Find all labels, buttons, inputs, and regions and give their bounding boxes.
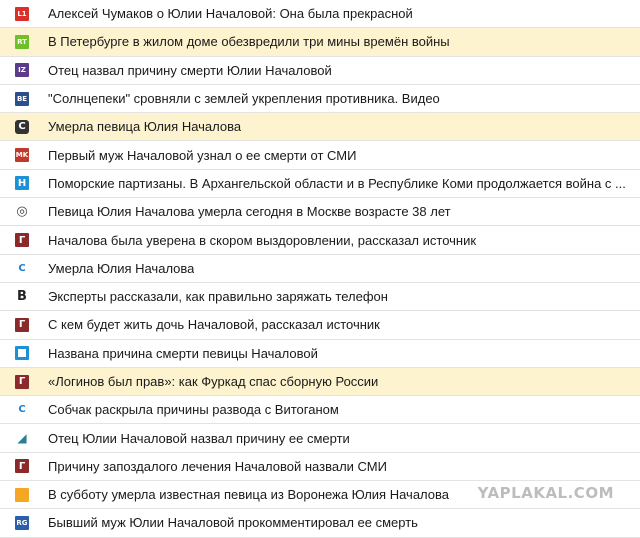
news-title: С кем будет жить дочь Началовой, рассказал источник	[48, 317, 380, 333]
news-title: Умерла Юлия Началова	[48, 260, 195, 276]
news-item[interactable]	[0, 311, 640, 339]
news-title: Умерла певица Юлия Началова	[48, 119, 242, 135]
news-item[interactable]	[0, 0, 640, 28]
news-title: Алексей Чумаков о Юлии Началовой: Она была прекрасной	[48, 6, 413, 22]
news-item[interactable]	[0, 396, 640, 424]
watermark: YAPLAKAL.COM	[477, 484, 614, 502]
news-title: Бывший муж Юлии Началовой прокомментировал ее смерть	[48, 515, 418, 531]
news-item[interactable]	[0, 255, 640, 283]
news-title: Названа причина смерти певицы Началовой	[48, 345, 318, 361]
h-icon: H	[15, 176, 29, 190]
news-item[interactable]	[0, 198, 640, 226]
news-item[interactable]	[0, 340, 640, 368]
news-item[interactable]	[0, 368, 640, 396]
l1-icon: L1	[15, 7, 29, 21]
news-title: Первый муж Началовой узнал о ее смерти от СМИ	[48, 147, 357, 163]
news-title: Началова была уверена в скором выздоровлении, рассказал источник	[48, 232, 477, 248]
rt-icon: RT	[15, 35, 29, 49]
news-title: Собчак раскрыла причины развода с Витоганом	[48, 402, 339, 418]
gazeta-icon: Г	[15, 318, 29, 332]
gazeta-icon: Г	[15, 233, 29, 247]
gazeta-icon: Г	[15, 459, 29, 473]
iz-icon: IZ	[15, 63, 29, 77]
orange-dot-icon	[15, 488, 29, 502]
news-item[interactable]	[0, 57, 640, 85]
news-title: Отец назвал причину смерти Юлии Началовой	[48, 62, 332, 78]
news-title: «Логинов был прав»: как Фуркад спас сборную России	[48, 374, 379, 389]
news-title: В субботу умерла известная певица из Воронежа Юлия Началова	[48, 487, 449, 503]
news-title: Причину запоздалого лечения Началовой назвали СМИ	[48, 458, 387, 474]
eye-icon: ◎	[16, 204, 28, 220]
rg-icon: RG	[15, 516, 29, 530]
news-item[interactable]	[0, 85, 640, 113]
news-title: "Солнцепеки" сровняли с землей укрепления противника. Видео	[48, 91, 440, 107]
vesti-icon: ВЕ	[15, 92, 29, 106]
ring-icon	[15, 346, 29, 360]
gazeta-icon: Г	[15, 375, 29, 389]
news-item[interactable]	[0, 170, 640, 198]
news-item[interactable]	[0, 113, 640, 141]
triangle-icon: ◢	[15, 431, 29, 445]
news-item[interactable]	[0, 283, 640, 311]
news-title: В Петербурге в жилом доме обезвредили три мины времён войны	[48, 34, 450, 50]
c-blue-icon: C	[18, 262, 26, 274]
news-item[interactable]	[0, 226, 640, 254]
news-item[interactable]	[0, 28, 640, 56]
news-item[interactable]	[0, 141, 640, 169]
c-blue-icon: C	[18, 404, 26, 416]
news-item[interactable]	[0, 509, 640, 537]
mk-icon: MK	[15, 148, 29, 162]
news-title: Поморские партизаны. В Архангельской области и в Республике Коми продолжается война с ...	[48, 175, 626, 191]
b-icon: B	[15, 290, 29, 304]
news-title: Эксперты рассказали, как правильно заряжать телефон	[48, 289, 388, 305]
news-title: Отец Юлии Началовой назвал причину ее смерти	[48, 430, 350, 446]
c-dark-icon: C	[15, 120, 29, 134]
news-title: Певица Юлия Началова умерла сегодня в Москве возрасте 38 лет	[48, 204, 451, 220]
news-item[interactable]	[0, 424, 640, 452]
news-item[interactable]	[0, 453, 640, 481]
